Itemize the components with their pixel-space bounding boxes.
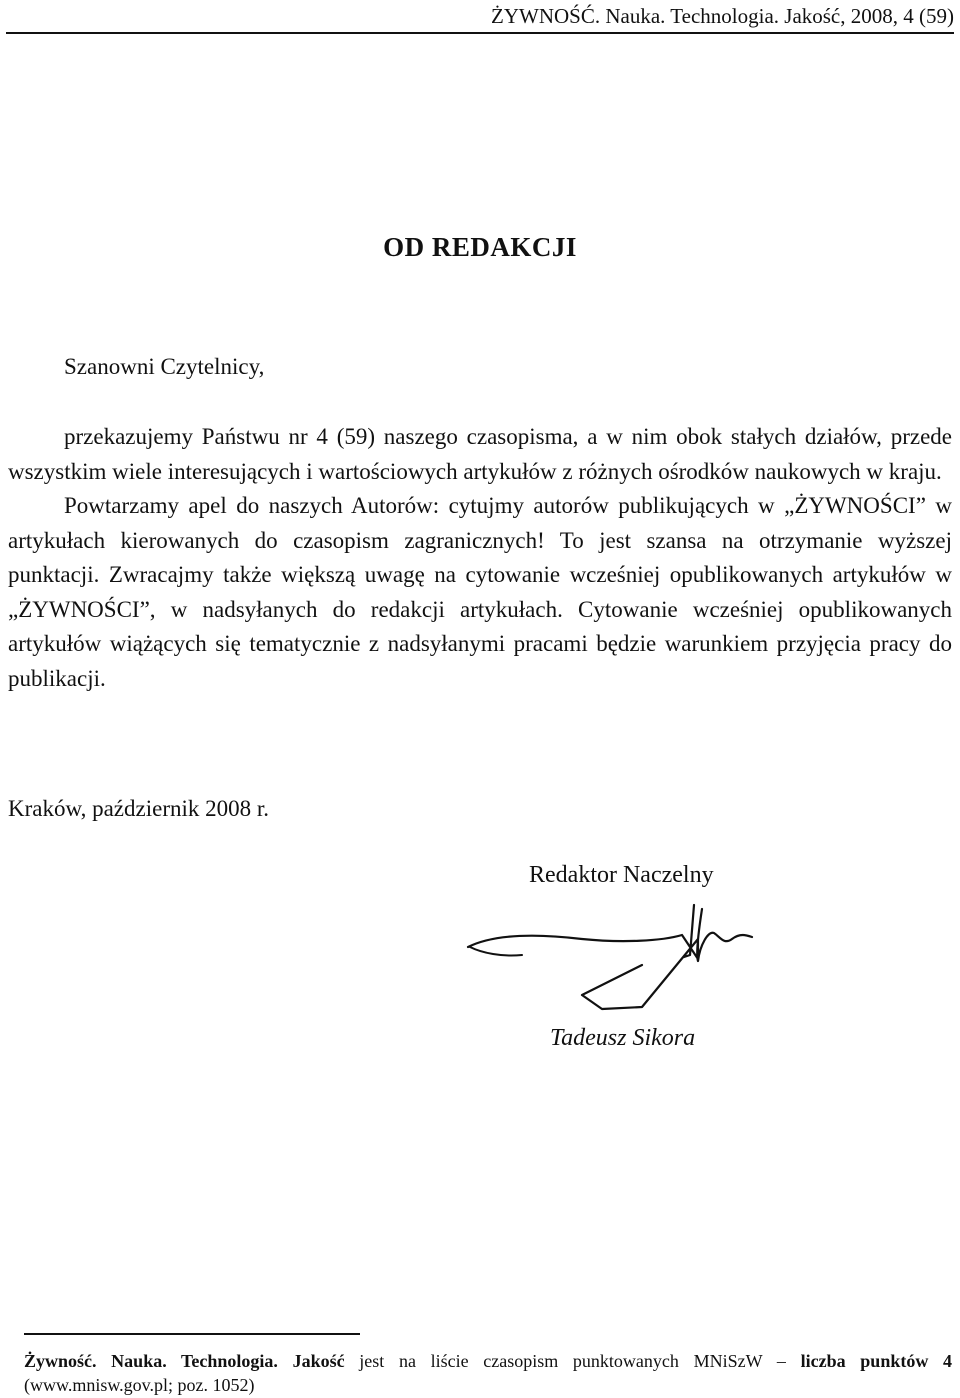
editorial-body: [8, 420, 952, 696]
footnote-journal: Żywność. Nauka. Technologia. Jakość: [24, 1351, 345, 1371]
editor-name: Tadeusz Sikora: [550, 1025, 696, 1051]
editor-title: Redaktor Naczelny: [529, 862, 714, 888]
header-rule: [6, 32, 954, 34]
footnote-points: liczba punktów 4: [800, 1351, 953, 1371]
footnote-text-mid: jest na liście czasopism punktowanych MNiSzW –: [359, 1351, 786, 1371]
place-date: Kraków, październik 2008 r.: [8, 796, 270, 821]
footnote: [24, 1349, 952, 1397]
paragraph-2: Powtarzamy apel do naszych Autorów: cytujmy autorów publikujących w „ŻYWNOŚCI” w artykułach kierowanych do czasopism zagranicznych! To jest szansa na otrzymanie wyższej punktacji. Zwracajmy także większą uwagę na cytowanie wcześniej opublikowanych artykułów w „ŻYWNOŚCI”, w nadsyłanych do redakcji artykułach. Cytowanie wcześniej opublikowanych artykułów wiążących się tematycznie z nadsyłanymi pracami będzie warunkiem przyjęcia pracy do publikacji.: [8, 493, 952, 691]
page-title: OD REDAKCJI: [383, 232, 577, 262]
footnote-rule: [24, 1333, 360, 1335]
paragraph-1: przekazujemy Państwu nr 4 (59) naszego czasopisma, a w nim obok stałych działów, przede wszystkim wiele interesujących i wartościowych artykułów z różnych ośrodków naukowych w kraju.: [8, 424, 952, 484]
running-header: ŻYWNOŚĆ. Nauka. Technologia. Jakość, 2008, 4 (59): [491, 4, 954, 28]
signature-icon: [462, 895, 762, 1020]
salutation: Szanowni Czytelnicy,: [64, 354, 265, 379]
footnote-text-end: (www.mnisw.gov.pl; poz. 1052): [24, 1375, 255, 1395]
